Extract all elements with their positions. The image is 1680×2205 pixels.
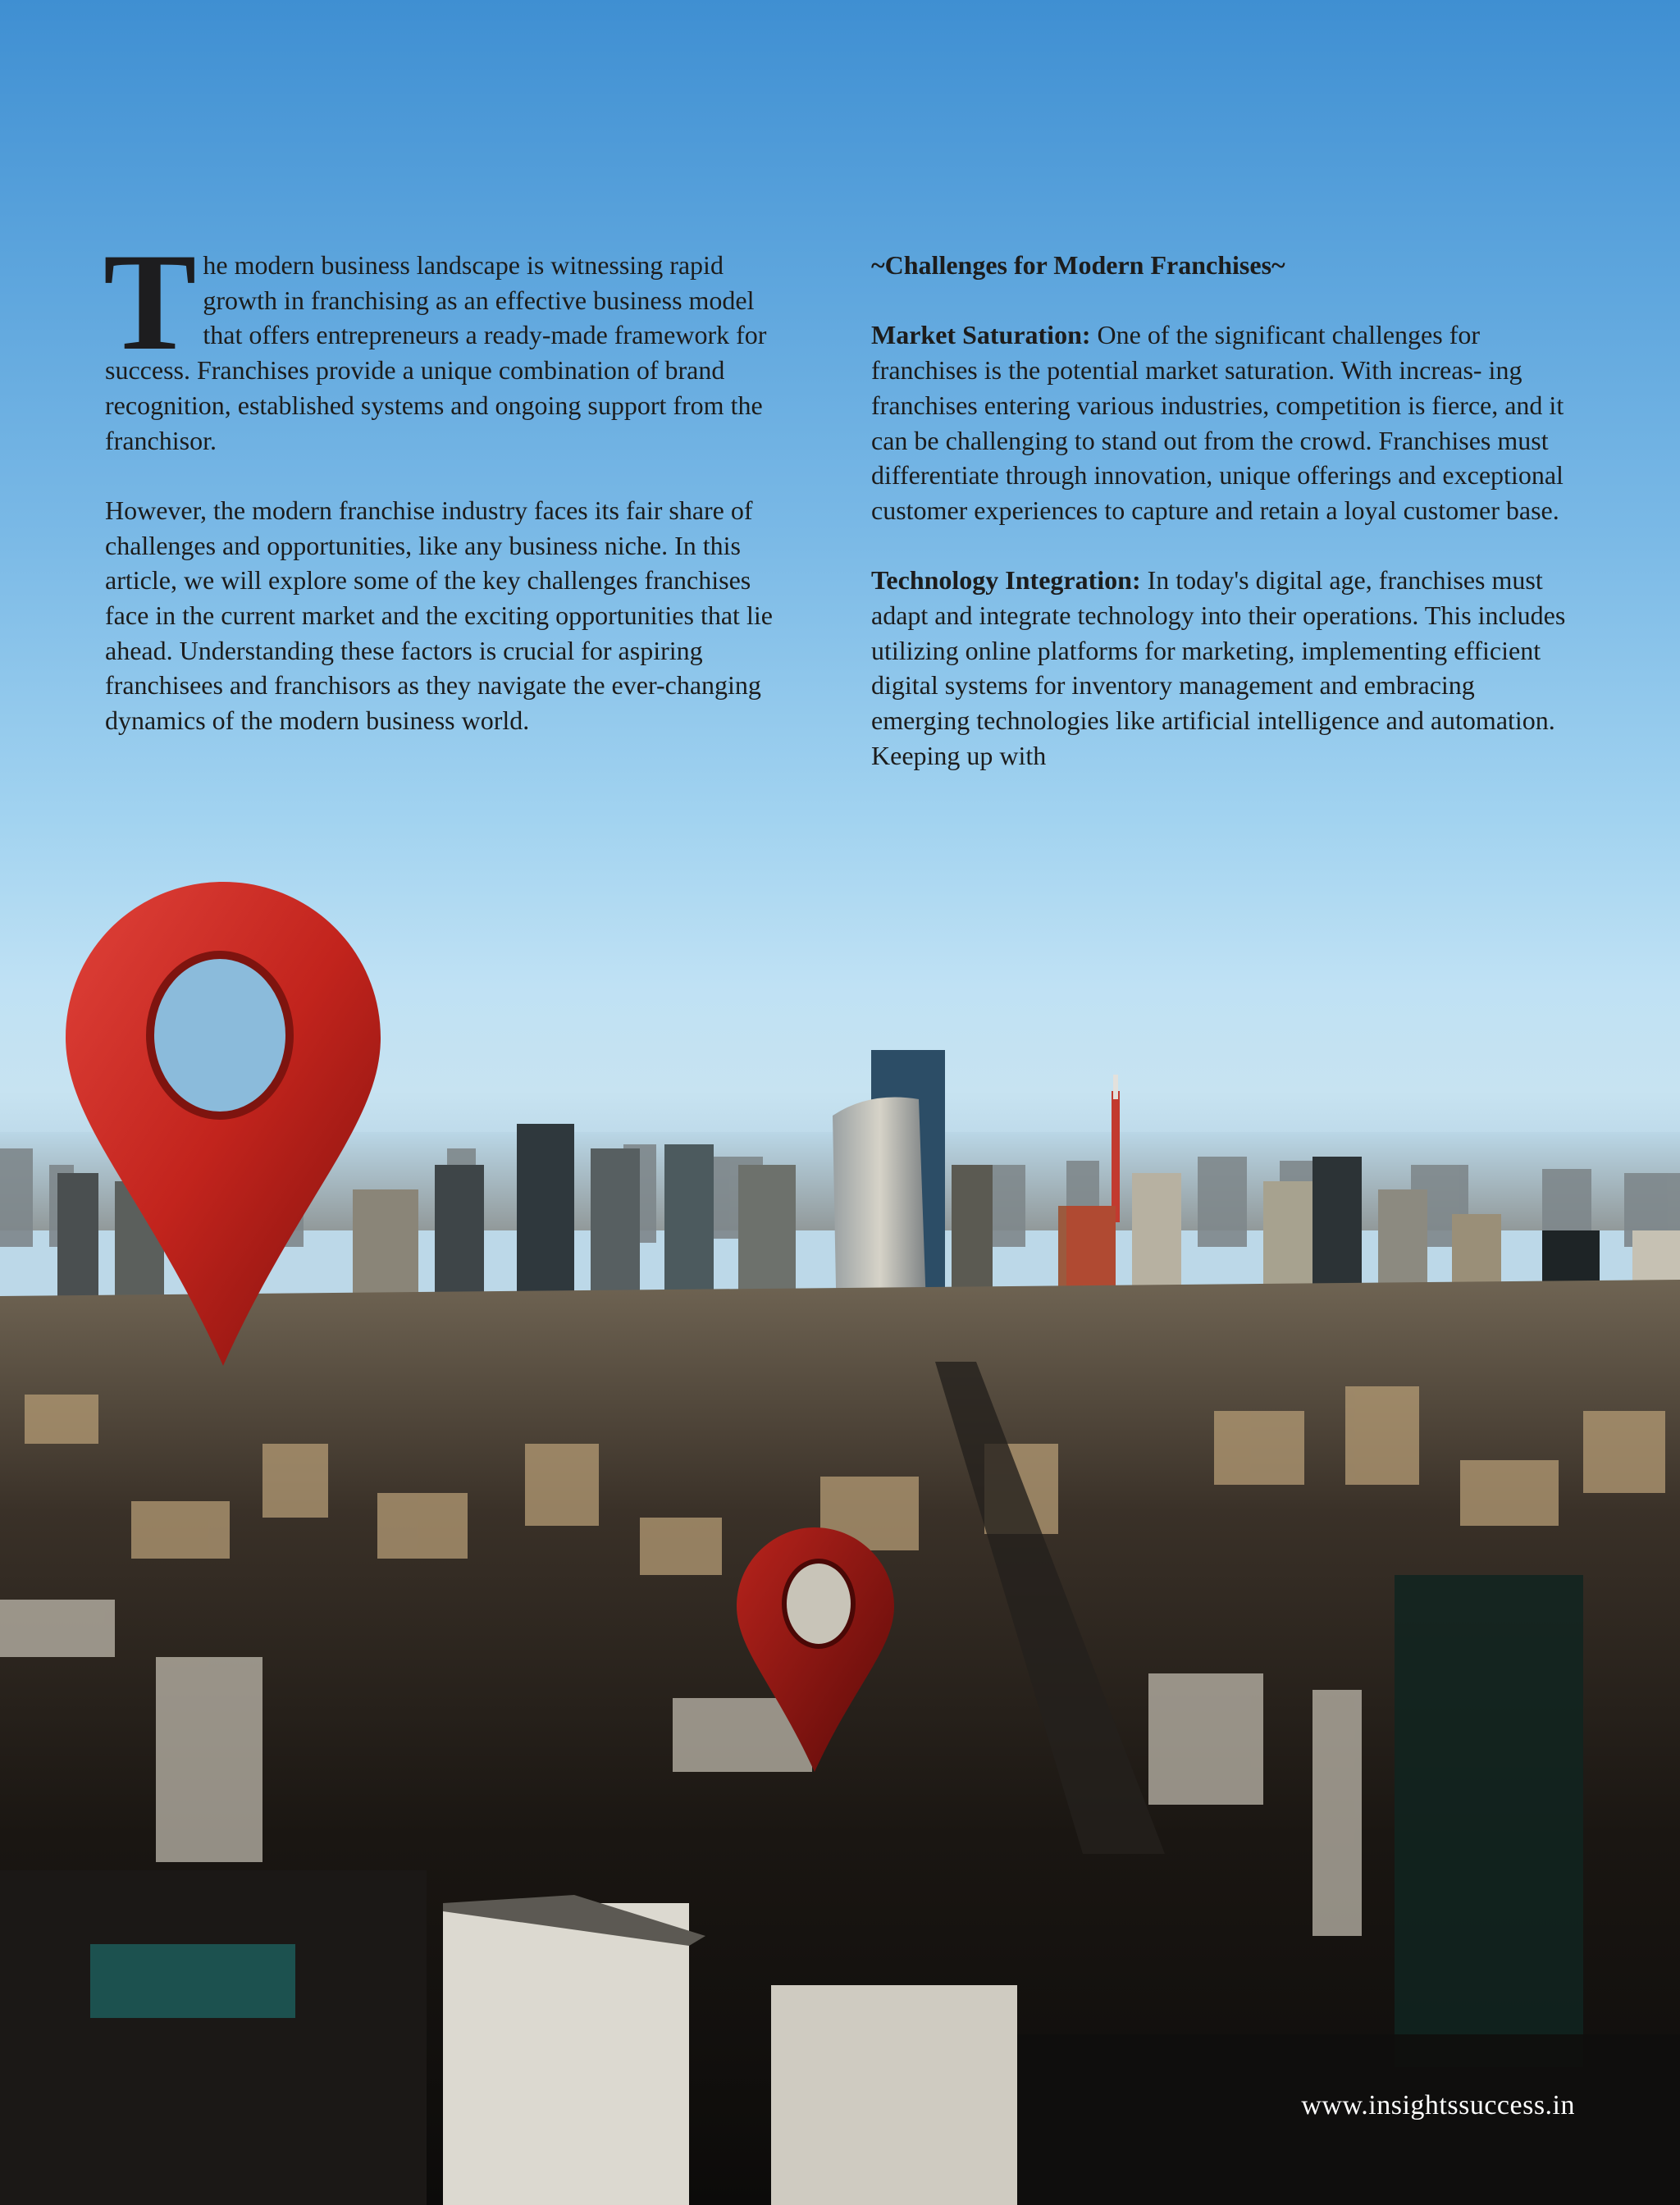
article-column-left <box>103 225 798 738</box>
technology-integration-text: In today's digital age, franchises must adapt and integrate technology into their operations. This includes utilizing online platforms for marketing, implementing efficient digital systems for inventory management and embracing emerging technologies like artificial intelligence and automation. Keeping up with <box>871 565 1566 770</box>
market-saturation-label: Market Saturation: <box>871 320 1091 350</box>
technology-integration-paragraph <box>871 563 1577 773</box>
section-heading: ~Challenges for Modern Franchises~ <box>871 250 1285 280</box>
market-saturation-text: One of the significant challenges for franchises is the potential market saturation. With increas- ing franchises entering various industries, competition is fierce, and it can be challenging to stand out from the crowd. Franchises must differentiate through innovation, unique offerings and exceptional customer experiences to capture and retain a loyal customer base. <box>871 320 1564 525</box>
intro-text: he modern business landscape is witnessing rapid growth in franchising as an effective business model that offers entrepreneurs a ready-made framework for success. Franchises provide a unique combination of brand recognition, established systems and ongoing support from the franchisor. <box>105 250 767 455</box>
market-saturation-paragraph <box>871 317 1577 527</box>
website-url: www.insightssuccess.in <box>1301 2090 1575 2121</box>
body-paragraph: However, the modern franchise industry faces its fair share of challenges and opportunities, like any business niche. In this article, we will explore some of the key challenges franchises face in the current market and the exciting opportunities that lie ahead. Understanding these factors is crucial for aspiring franchisees and franchisors as they navigate the ever-changing dynamics of the modern business world. <box>105 495 773 736</box>
technology-integration-label: Technology Integration: <box>871 565 1141 596</box>
intro-paragraph <box>103 225 798 458</box>
drop-cap: T <box>103 225 197 379</box>
article-column-right <box>871 248 1577 774</box>
